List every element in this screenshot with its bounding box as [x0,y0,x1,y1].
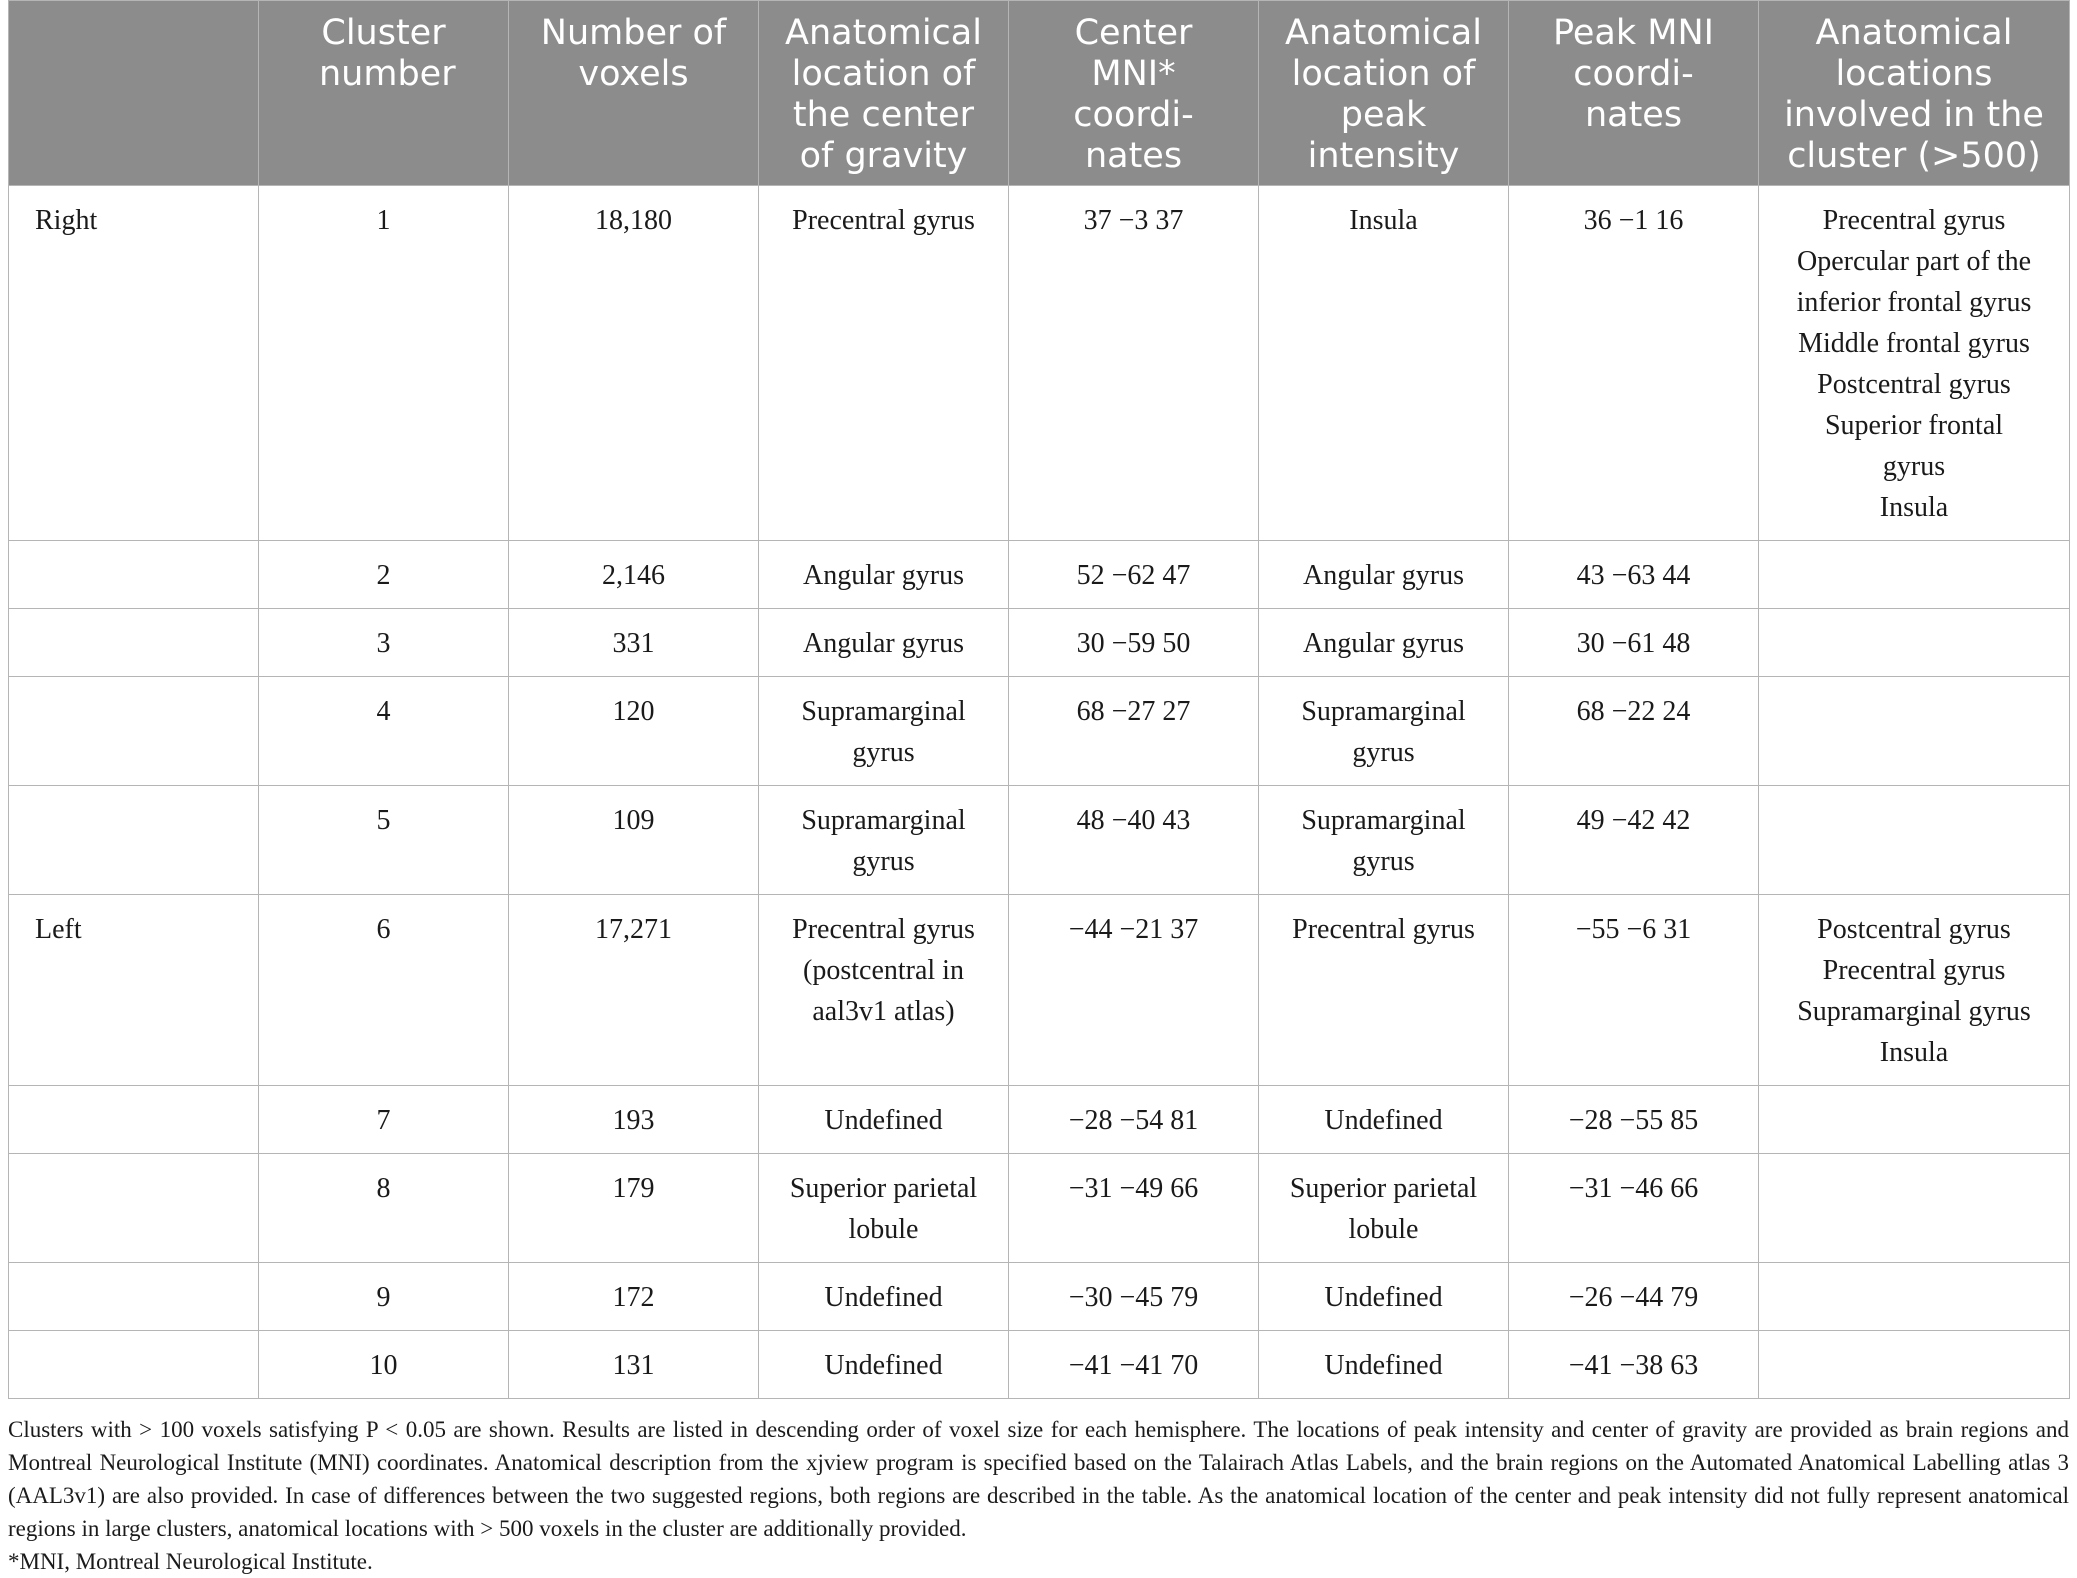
cell-center-location-line: Supramarginal [801,805,966,836]
table-row [9,1331,2070,1399]
cell-center-mni: 68 −27 27 [1009,677,1259,786]
cell-cluster-number: 8 [259,1154,509,1263]
cell-peak-location-line: Supramarginal [1301,805,1466,836]
footnote-abbreviation: *MNI, Montreal Neurological Institute. [8,1549,373,1574]
cell-peak-location-line: Undefined [1324,1282,1443,1313]
table-row [9,677,2070,786]
cell-hemisphere [9,1331,259,1399]
cell-involved-locations [1759,895,2070,1086]
cell-peak-mni: 43 −63 44 [1509,541,1759,609]
cell-peak-mni: 36 −1 16 [1509,186,1759,541]
cell-voxels: 131 [509,1331,759,1399]
cell-center-location-line: Undefined [824,1282,943,1313]
cell-peak-mni: −41 −38 63 [1509,1331,1759,1399]
cell-involved-locations-line: Postcentral gyrus [1817,369,2011,400]
cell-involved-locations [1759,1154,2070,1263]
cell-center-location [759,895,1009,1086]
table-row [9,186,2070,541]
cell-center-location-line: aal3v1 atlas) [812,996,955,1027]
cell-center-location-line: Undefined [824,1350,943,1381]
cell-center-location-line: Precentral gyrus [792,914,975,945]
cell-cluster-number: 7 [259,1086,509,1154]
table-row [9,1154,2070,1263]
cell-peak-location-line: Undefined [1324,1105,1443,1136]
header-peak-location: Anatomical location of peak intensity [1259,1,1509,186]
cell-hemisphere: Left [9,895,259,1086]
cell-center-location-line: Undefined [824,1105,943,1136]
cell-peak-mni: 30 −61 48 [1509,609,1759,677]
cell-peak-location-line: gyrus [1352,737,1415,768]
cell-center-location-line: Superior parietal [789,1173,978,1204]
table-figure [8,0,2069,1578]
cell-center-mni: 37 −3 37 [1009,186,1259,541]
cell-center-mni: −31 −49 66 [1009,1154,1259,1263]
table-row [9,609,2070,677]
cell-center-location [759,786,1009,895]
cell-center-location [759,186,1009,541]
cell-peak-mni: −26 −44 79 [1509,1263,1759,1331]
cell-peak-mni: −31 −46 66 [1509,1154,1759,1263]
cell-peak-location [1259,1154,1509,1263]
cell-involved-locations-line: Precentral gyrus [1822,955,2006,986]
cell-voxels: 2,146 [509,541,759,609]
cell-cluster-number: 4 [259,677,509,786]
cell-cluster-number: 6 [259,895,509,1086]
cluster-results-table [8,0,2070,1399]
cell-peak-location [1259,1331,1509,1399]
cell-cluster-number: 3 [259,609,509,677]
cell-involved-locations-line: Postcentral gyrus [1817,914,2011,945]
cell-involved-locations-line: Supramarginal gyrus [1797,996,2031,1027]
cell-cluster-number: 10 [259,1331,509,1399]
cell-hemisphere [9,677,259,786]
cell-voxels: 18,180 [509,186,759,541]
cell-cluster-number: 9 [259,1263,509,1331]
header-number-of-voxels: Number of voxels [509,1,759,186]
cell-center-location-line: Angular gyrus [803,560,964,591]
cell-involved-locations-line: Insula [1879,492,1949,523]
cell-peak-mni: 49 −42 42 [1509,786,1759,895]
cell-center-location [759,1154,1009,1263]
cell-peak-location-line: Precentral gyrus [1292,914,1475,945]
cell-center-location-line: Precentral gyrus [792,205,975,236]
cell-center-location [759,541,1009,609]
cell-peak-location [1259,186,1509,541]
cell-hemisphere [9,1154,259,1263]
cell-involved-locations-line: Superior frontal [1824,410,2004,441]
table-row [9,786,2070,895]
table-header-row [9,1,2070,186]
cell-center-mni: 48 −40 43 [1009,786,1259,895]
cell-peak-location [1259,1086,1509,1154]
cell-involved-locations-line: gyrus [1882,451,1946,482]
cell-peak-location [1259,609,1509,677]
cell-involved-locations [1759,1331,2070,1399]
cell-cluster-number: 1 [259,186,509,541]
cell-involved-locations [1759,1263,2070,1331]
cell-center-location [759,1263,1009,1331]
cell-center-mni: −41 −41 70 [1009,1331,1259,1399]
cell-peak-location [1259,541,1509,609]
cell-peak-location-line: Supramarginal [1301,696,1466,727]
cell-peak-location-line: Insula [1349,205,1418,236]
cell-voxels: 331 [509,609,759,677]
cell-center-mni: 52 −62 47 [1009,541,1259,609]
cell-involved-locations [1759,677,2070,786]
cell-peak-location-line: lobule [1348,1214,1419,1245]
cell-center-location [759,1331,1009,1399]
cell-center-location-line: gyrus [852,737,915,768]
cell-center-mni: −30 −45 79 [1009,1263,1259,1331]
cell-voxels: 109 [509,786,759,895]
cell-involved-locations-line: Middle frontal gyrus [1798,328,2030,359]
cell-peak-mni: 68 −22 24 [1509,677,1759,786]
cell-involved-locations [1759,609,2070,677]
table-row [9,895,2070,1086]
cell-peak-location-line: Angular gyrus [1303,628,1464,659]
header-cluster-number: Cluster number [259,1,509,186]
cell-peak-location [1259,786,1509,895]
cell-center-location-line: Supramarginal [801,696,966,727]
cell-center-location-line: gyrus [852,846,915,877]
cell-peak-location [1259,677,1509,786]
cell-hemisphere [9,541,259,609]
table-footnote [8,1413,2069,1578]
cell-involved-locations-line: Insula [1879,1037,1949,1068]
cell-voxels: 17,271 [509,895,759,1086]
header-center-mni: Center MNI* coordi-nates [1009,1,1259,186]
cell-involved-locations-line: Opercular part of the [1797,246,2031,277]
cell-involved-locations [1759,786,2070,895]
cell-center-location-line: (postcentral in [803,955,964,986]
cell-center-location [759,677,1009,786]
cell-hemisphere [9,1263,259,1331]
cell-involved-locations [1759,1086,2070,1154]
table-row [9,1263,2070,1331]
cell-hemisphere: Right [9,186,259,541]
cell-involved-locations [1759,541,2070,609]
cell-involved-locations-line: Precentral gyrus [1822,205,2006,236]
cell-peak-location [1259,895,1509,1086]
footnote-text: Clusters with > 100 voxels satisfying P < 0.05 are shown. Results are listed in descending order of voxel size for each hemisphere. The locations of peak intensity and center of gravity are provided as brain regions and Montreal Neurological Institute (MNI) coordinates. Anatomical description from the xjview program is specified based on the Talairach Atlas Labels, and the brain regions on the Automated Anatomical Labelling atlas 3 (AAL3v1) are also provided. In case of differences between the two suggested regions, both regions are described in the table. As the anatomical location of the center and peak intensity did not fully represent anatomical regions in large clusters, anatomical locations with > 500 voxels in the cluster are additionally provided. [8,1417,2069,1541]
table-row [9,541,2070,609]
cell-peak-location [1259,1263,1509,1331]
cell-involved-locations [1759,186,2070,541]
cell-center-mni: −44 −21 37 [1009,895,1259,1086]
cell-cluster-number: 5 [259,786,509,895]
header-peak-mni: Peak MNI coordi-nates [1509,1,1759,186]
cell-center-location [759,609,1009,677]
cell-center-location-line: lobule [848,1214,919,1245]
cell-hemisphere [9,1086,259,1154]
cell-involved-locations-line: inferior frontal gyrus [1796,287,2032,318]
cell-cluster-number: 2 [259,541,509,609]
cell-center-location [759,1086,1009,1154]
cell-hemisphere [9,609,259,677]
cell-peak-location-line: Undefined [1324,1350,1443,1381]
cell-peak-location-line: Angular gyrus [1303,560,1464,591]
cell-voxels: 120 [509,677,759,786]
cell-voxels: 172 [509,1263,759,1331]
cell-center-mni: 30 −59 50 [1009,609,1259,677]
table-row [9,1086,2070,1154]
cell-center-mni: −28 −54 81 [1009,1086,1259,1154]
cell-hemisphere [9,786,259,895]
cell-peak-mni: −28 −55 85 [1509,1086,1759,1154]
cell-peak-mni: −55 −6 31 [1509,895,1759,1086]
cell-peak-location-line: gyrus [1352,846,1415,877]
header-involved-locations: Anatomical locations involved in the cluster (>500) [1759,1,2070,186]
cell-voxels: 179 [509,1154,759,1263]
cell-peak-location-line: Superior parietal [1289,1173,1478,1204]
header-hemisphere [9,1,259,186]
cell-center-location-line: Angular gyrus [803,628,964,659]
header-center-location: Anatomical location of the center of gravity [759,1,1009,186]
cell-voxels: 193 [509,1086,759,1154]
